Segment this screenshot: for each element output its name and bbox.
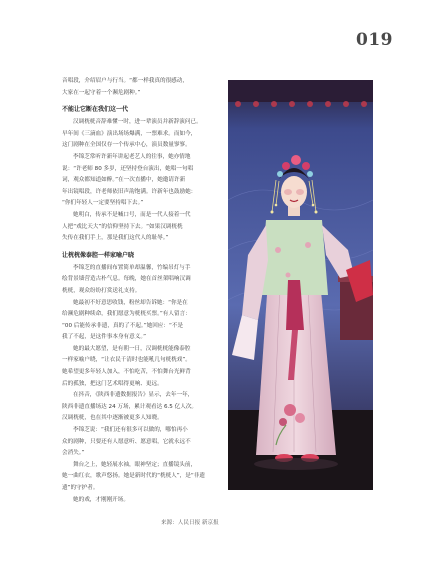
body-text-line: 她的戏，才刚刚开场。 [73, 496, 129, 503]
body-text-line: 汉调桄桄，也在其中逐渐被更多人知晓。 [62, 415, 163, 422]
body-text-line: 给濒危剧种续命，我们愿意为桄桄买票。”有人留言： [62, 311, 191, 318]
body-text-line: 她明白，传承不是喊口号，而是一代人接着一代 [73, 211, 191, 218]
page-number: 019 [356, 30, 393, 50]
section-heading: 不能让它断在我们这一代 [62, 106, 129, 114]
body-text-line: 我了不起，是这件事本身有意义。” [62, 334, 147, 341]
body-text-line: 众的剧种，只要还有人愿意听、愿意唱，它就永远不 [62, 438, 191, 445]
body-text-line: 词，观众都知道如醉。”在一次直播中，她邀请许新 [62, 177, 186, 184]
stage-curtain [228, 80, 373, 102]
body-text-line: 人把“戏比天大”的信仰坚持下去。“如果汉调桄桄 [62, 223, 183, 230]
body-text-line: 她希望更多年轻人加入，不怕吃苦，不怕舞台光鲜背 [62, 369, 191, 376]
body-text-line: 早年间《三滴血》演出场场爆满，一票难求。而如今， [62, 130, 197, 137]
body-text-line: 李锦芝说：“我们还有很多可以做的，哪怕再小 [73, 427, 188, 434]
body-text-line: 舞台之上，她轻展水袖，眼神坚定；直播镜头前， [73, 461, 197, 468]
body-text-line: 她一曲红衣，歌声悠扬。她是新时代的“桄桄人”，是“非遗 [62, 473, 205, 480]
body-text-line: 李锦芝的直播间布置简单却温馨，竹编吊灯与手 [73, 264, 191, 271]
body-text-line: 会消失。” [62, 450, 85, 457]
body-text-line: 绘背景墙营造古朴气息。每晚，她在首丝架唱响汉调 [62, 276, 191, 283]
body-text-line: 年出镜唱段，许老师依旧声韵饱满。许新年也鼓励她： [62, 188, 197, 195]
body-text-line: “你们年轻人一定要坚持唱下去。” [62, 200, 144, 207]
body-text-line: “00 后能传承非遗，真的了不起。”她回应：“不是 [62, 322, 184, 329]
body-text-line: 陕西非遗直播场达 24 万场，累计观看达 6.5 亿人次。 [62, 403, 198, 410]
body-text-line: 汉调桄桄音辞难懂一时，进一辈演员并新辞演问已。 [73, 119, 202, 126]
body-text-line: 失传在我们手上，那是我们这代人的耻辱。” [62, 235, 169, 242]
opera-performer-photo [228, 80, 373, 490]
body-text-line: 说：“许老师 80 多岁，还坚持登台演出，她唱一句唱 [62, 165, 194, 172]
body-text-line: 李锦芝常听许新年讲起老艺人的往事，她亦情地 [73, 153, 191, 160]
body-text-line: 音唱段，介绍眉户与行当。“都一样我真的很感动， [62, 78, 188, 84]
body-text-line: 后的孤独，把这门艺术唱得更响、更远。 [62, 380, 163, 387]
body-text-line: 这门剧种在全国仅存一个传承中心，演员数量寥寥。 [62, 142, 191, 149]
body-text-line: 她最初不好意思收钱，粉丝却告诉她：“你是在 [73, 299, 188, 306]
body-text-line: 大家在一起守着一个濒危剧种。” [62, 89, 141, 96]
body-text-line: 她的最大愿望，是有朝一日，汉调桄桄能像泰腔 [73, 345, 191, 352]
article-body [62, 76, 222, 506]
photo-credit: 来源：人民日报 新京报 [161, 520, 219, 526]
body-text-line: 遗”的守护者。 [62, 485, 99, 491]
section-heading: 让桄桄像泰腔一样家喻户晓 [62, 251, 135, 259]
body-text-line: 桄桄，观众纷纷打赏送礼支持。 [62, 287, 141, 294]
body-text-line: 在抖音，《陕西非遗数据报告》显示，去年一年， [73, 392, 194, 399]
body-text-line: 一样家喻户晓，“让衣民千清时也能吼几句桄桄戏”。 [62, 357, 191, 364]
